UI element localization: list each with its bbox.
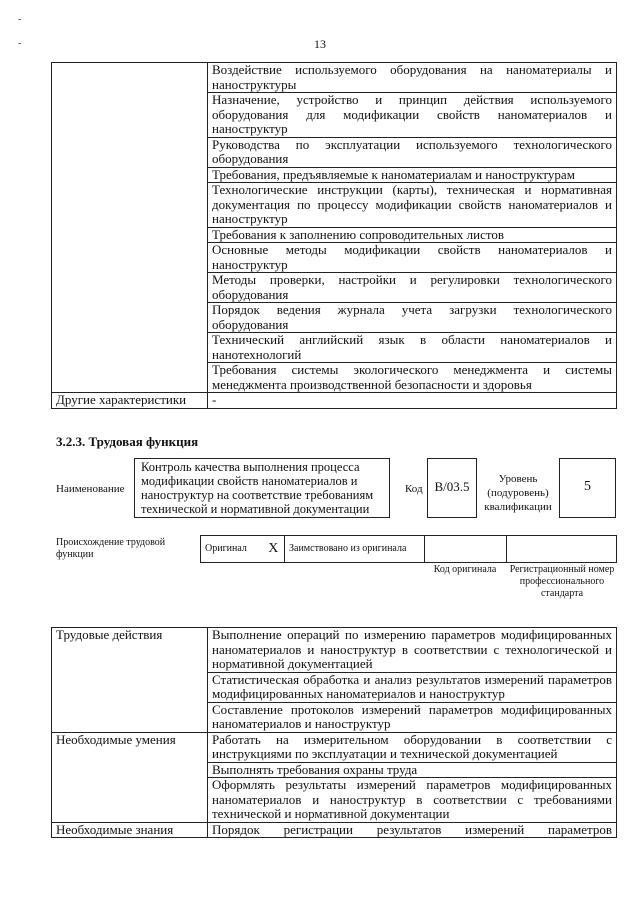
code-caption: Код оригинала (433, 564, 497, 575)
list-item: Требования, предъявляемые к наноматериалам и наноструктурам (208, 167, 617, 183)
corner-mark-top: - (18, 14, 22, 25)
skills-label: Необходимые умения (52, 732, 208, 822)
registration-number-cell (507, 536, 617, 563)
list-item: Статистическая обработка и анализ результатов измерений параметров модифицированных наноматериалов и наноструктур (208, 672, 617, 702)
list-item: Требования системы экологического менеджмента и системы менеджмента производственной безопасности и здоровья (208, 363, 617, 393)
section-title: 3.2.3. Трудовая функция (56, 434, 199, 449)
empty-label-cell (52, 63, 208, 393)
function-name-box: Контроль качества выполнения процесса модификации свойств наноматериалов и наноструктур на соответствие требованиям технической и нормативной документации (134, 458, 390, 518)
knowledge-label: Необходимые знания (52, 822, 208, 838)
table-row (52, 393, 617, 409)
table-row (52, 822, 617, 838)
list-item: Методы проверки, настройки и регулировки технологического оборудования (208, 273, 617, 303)
name-label: Наименование (56, 483, 125, 495)
list-item: Требования к заполнению сопроводительных листов (208, 227, 617, 243)
list-item: Назначение, устройство и принцип действия используемого оборудования для модификации свойств наноматериалов и наноструктур (208, 93, 617, 138)
list-item: Технологические инструкции (карты), техническая и нормативная документация по процессу модификации свойств наноматериалов и наноструктур (208, 183, 617, 228)
table-row (52, 732, 617, 762)
original-label: Оригинал (201, 536, 263, 563)
list-item: Работать на измерительном оборудовании в соответствии с инструкциями по эксплуатации и технической документацией (208, 732, 617, 762)
list-item: Составление протоколов измерений параметров модифицированных наноматериалов и наноструктур (208, 702, 617, 732)
list-item: Выполнять требования охраны труда (208, 762, 617, 778)
corner-mark-bottom: - (18, 38, 22, 49)
level-label: Уровень (подуровень) квалификации (484, 473, 552, 513)
origin-label: Происхождение трудовой функции (56, 537, 166, 560)
knowledge-continuation-table (51, 62, 617, 409)
list-item: Руководства по эксплуатации используемого технологического оборудования (208, 137, 617, 167)
original-mark: X (263, 536, 285, 563)
other-characteristics-label: Другие характеристики (52, 393, 208, 409)
list-item: Технический английский язык в области наноматериалов и нанотехнологий (208, 333, 617, 363)
origin-table (200, 535, 617, 563)
original-code-cell (425, 536, 507, 563)
level-value-box: 5 (559, 458, 616, 518)
list-item: Оформлять результаты измерений параметров модифицированных наноматериалов и наноструктур в соответствии с требованиями технической и нормативной документации (208, 778, 617, 823)
other-characteristics-value: - (208, 393, 617, 409)
registration-caption: Регистрационный номер профессионального стандарта (509, 564, 615, 599)
list-item: Воздействие используемого оборудования на наноматериалы и наноструктуры (208, 63, 617, 93)
labor-function-table (51, 627, 617, 838)
table-row (52, 628, 617, 673)
page-number: 13 (314, 37, 326, 51)
code-value-box: B/03.5 (427, 458, 477, 518)
actions-label: Трудовые действия (52, 628, 208, 733)
list-item: Порядок регистрации результатов измерений параметров (208, 822, 617, 838)
table-row (201, 536, 617, 563)
table-row (52, 63, 617, 93)
borrowed-label: Заимствовано из оригинала (285, 536, 425, 563)
list-item: Выполнение операций по измерению параметров модифицированных наноматериалов и наноструктур в соответствии с технологической и нормативной документацией (208, 628, 617, 673)
code-label: Код (405, 483, 423, 495)
list-item: Основные методы модификации свойств наноматериалов и наноструктур (208, 243, 617, 273)
list-item: Порядок ведения журнала учета загрузки технологического оборудования (208, 303, 617, 333)
